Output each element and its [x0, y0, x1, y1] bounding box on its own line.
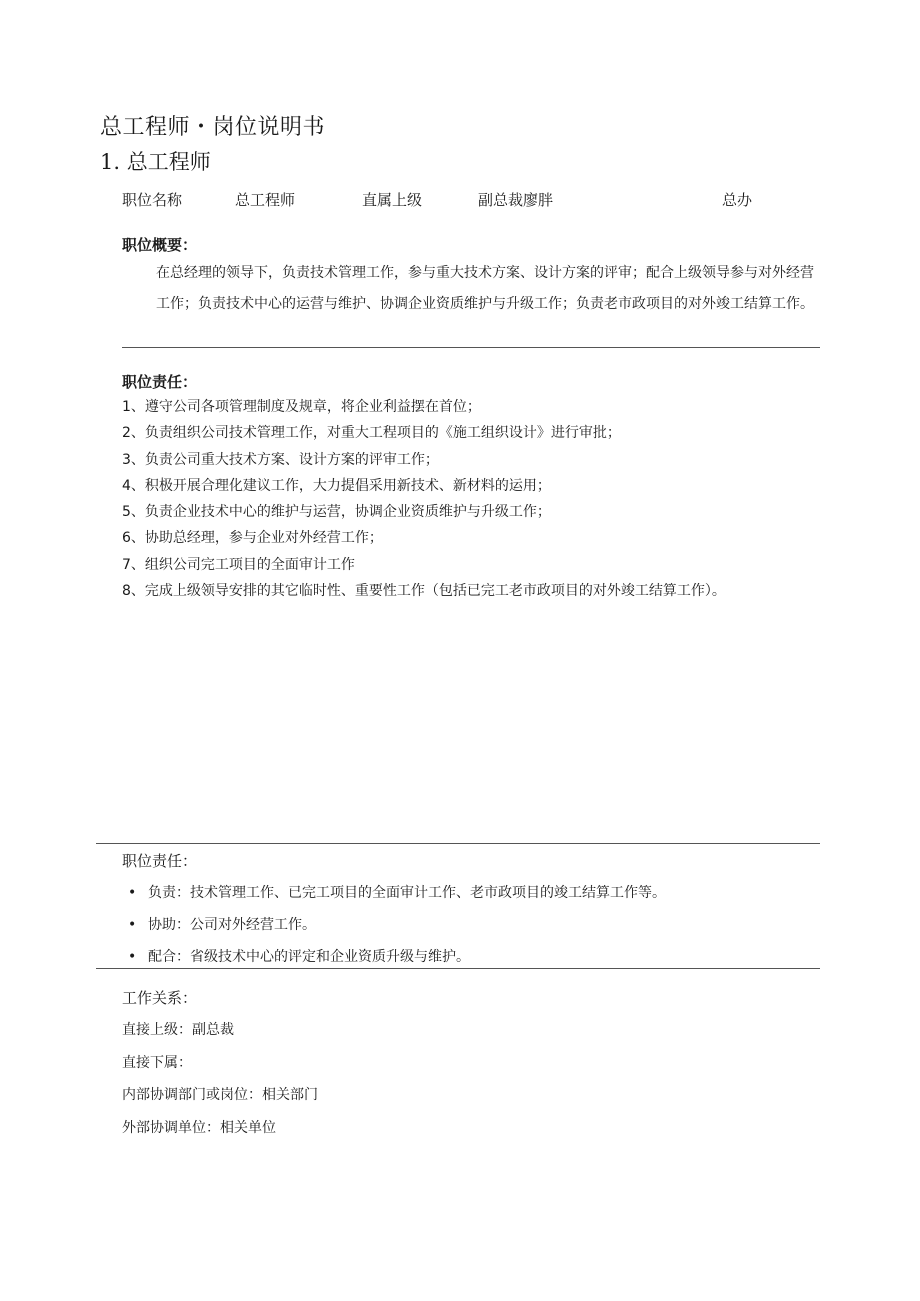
bullet-icon: • [128, 885, 137, 901]
list-item [122, 473, 726, 499]
divider [96, 968, 820, 969]
list-item-text: 协助总经理，参与企业对外经营工作； [144, 530, 383, 547]
list-item-number: 4、 [122, 477, 145, 494]
superior-value: 副总裁廖胖 [478, 191, 554, 209]
list-item-number: 3、 [122, 451, 145, 468]
relation-item: 外部协调单位：相关单位 [122, 1119, 276, 1136]
position-name-label: 职位名称 [122, 191, 183, 209]
overview-heading: 职位概要： [122, 236, 198, 254]
list-item-number: 2、 [122, 425, 145, 442]
list-item-number: 8、 [122, 583, 145, 600]
responsibilities-heading: 职位责任： [122, 852, 198, 870]
list-item-number: 1、 [122, 399, 145, 415]
position-name-value: 总工程师 [235, 191, 296, 209]
list-item [122, 578, 726, 604]
section-heading: 1. 总工程师 [100, 150, 211, 174]
relation-item: 直接上级：副总裁 [122, 1022, 234, 1038]
duties-heading: 职位责任： [122, 373, 198, 391]
relations-list [122, 1014, 318, 1144]
list-item [122, 420, 726, 446]
responsibilities-list [128, 877, 666, 973]
superior-label: 直属上级 [362, 191, 423, 209]
overview-paragraph [122, 258, 822, 320]
document-title: 总工程师・岗位说明书 [100, 115, 326, 140]
list-item-text: 遵守公司各项管理制度及规章，将企业利益摆在首位； [144, 399, 481, 415]
list-item [128, 909, 666, 941]
list-item [122, 525, 726, 551]
bullet-icon: • [128, 949, 137, 965]
list-item-text: 完成上级领导安排的其它临时性、重要性工作（包括已完工老市政项目的对外竣工结算工作）。 [144, 583, 726, 600]
list-item [128, 877, 666, 909]
overview-text: 在总经理的领导下，负责技术管理工作，参与重大技术方案、设计方案的评审；配合上级领导参与对外经营工作；负责技术中心的运营与维护、协调企业资质维护与升级工作；负责老市政项目的对外竣工结算工作。 [156, 265, 814, 312]
list-item-text: 负责组织公司技术管理工作，对重大工程项目的《施工组织设计》进行审批； [144, 425, 621, 442]
department-value: 总办 [722, 191, 753, 209]
duties-list [122, 394, 726, 604]
relations-heading: 工作关系： [122, 989, 198, 1007]
list-item-text: 积极开展合理化建议工作，大力提倡采用新技术、新材料的运用； [144, 477, 551, 494]
list-item-text: 负责公司重大技术方案、设计方案的评审工作； [144, 451, 439, 468]
list-item-text: 负责：技术管理工作、已完工项目的全面审计工作、老市政项目的竣工结算工作等。 [148, 885, 666, 901]
list-item-number: 5、 [122, 504, 145, 521]
list-item-number: 6、 [122, 530, 145, 547]
list-item-text: 负责企业技术中心的维护与运营，协调企业资质维护与升级工作； [144, 504, 551, 521]
list-item-text: 配合：省级技术中心的评定和企业资质升级与维护。 [148, 949, 470, 965]
list-item [122, 447, 726, 473]
relation-item: 内部协调部门或岗位：相关部门 [122, 1087, 318, 1103]
list-item-text: 组织公司完工项目的全面审计工作 [144, 556, 355, 573]
list-item-text: 协助：公司对外经营工作。 [148, 917, 316, 933]
list-item [122, 552, 726, 578]
divider [122, 347, 820, 348]
list-item [122, 499, 726, 525]
list-item [122, 394, 726, 420]
divider [96, 843, 820, 844]
bullet-icon: • [128, 917, 137, 933]
relation-item: 直接下属： [122, 1054, 192, 1071]
list-item-number: 7、 [122, 556, 145, 573]
